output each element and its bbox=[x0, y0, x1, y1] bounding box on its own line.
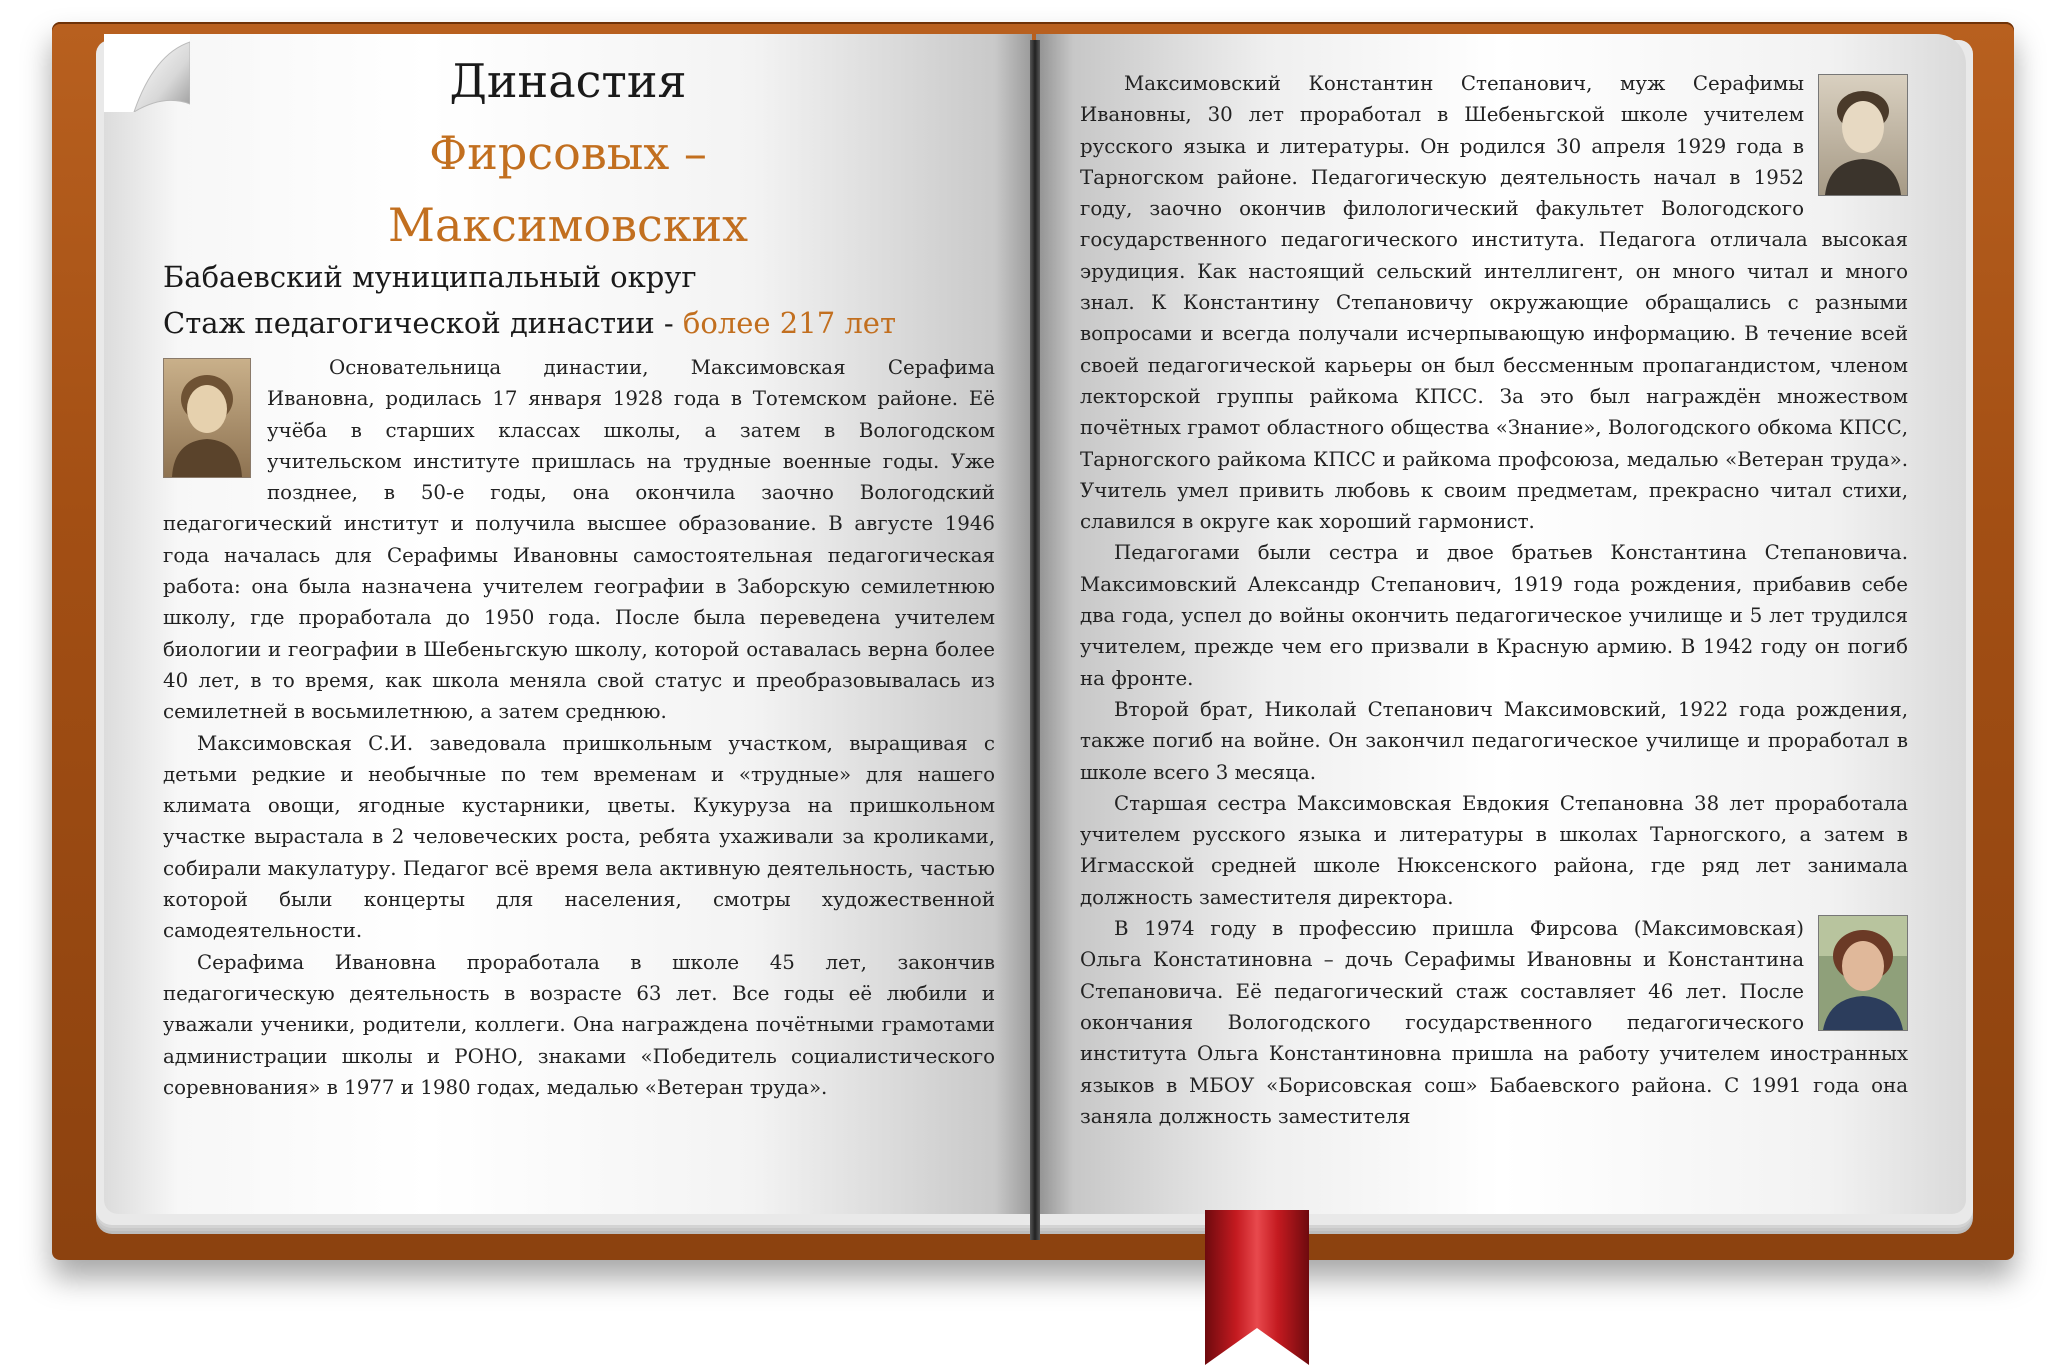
right-page-text bbox=[1080, 68, 1908, 1132]
stage-subtitle bbox=[163, 304, 896, 342]
right-paragraph: Максимовский Константин Степанович, муж Серафимы Ивановны, 30 лет проработал в Шебеньгской школе учителем русского языка и литературы. Он родился 30 апреля 1929 года в Тарногском районе. Педагогическую деятельность начал в 1952 году, заочно окончив филологический факультет Вологодского государственного педагогического института. Педагога отличала высокая эрудиция. Как настоящий сельский интеллигент, он много читал и много знал. К Константину Степановичу окружающие обращались с разными вопросами и всегда получали исчерпывающую информацию. В течение всей своей педагогической карьеры он был бессменным пропагандистом, членом лекторской группы райкома КПСС. За это был награждён множеством почётных грамот областного общества «Знание», Вологодского обкома КПСС, Тарногского райкома КПСС и райкома профсоюза, медалью «Ветеран труда». Учитель умел привить любовь к своим предметам, прекрасно читал стихи, славился в округе как хороший гармонист. bbox=[1080, 72, 1908, 534]
right-paragraph: В 1974 году в профессию пришла Фирсова (Максимовская) Ольга Констатиновна – дочь Серафимы Ивановны и Константина Степановича. Её педагогический стаж составляет 46 лет. После окончания Вологодского государственного педагогического института Ольга Константиновна пришла на работу учителем иностранных языков в МБОУ «Борисовская сош» Бабаевского района. С 1991 года она заняла должность заместителя bbox=[1080, 917, 1908, 1128]
left-paragraph: Основательница династии, Максимовская Серафима Ивановна, родилась 17 января 1928 года в Тотемском районе. Её учёба в старших классах школы, а затем в Вологодском учительском институте пришлась на трудные военные годы. Уже позднее, в 50-е годы, она окончила заочно Вологодский педагогический институт и получила высшее образование. В августе 1946 года началась для Серафимы Ивановны самостоятельная педагогическая работа: она была назначена учителем географии в Заборскую семилетнюю школу, где проработала до 1950 года. После была переведена учителем биологии и географии в Шебеньгскую школу, которой оставалась верна более 40 лет, в то время, как школа меняла свой статус и преобразовывалась из семилетней в восьмилетнюю, а затем среднюю. bbox=[163, 356, 995, 724]
right-paragraph: Педагогами были сестра и двое братьев Константина Степановича. Максимовский Александр Степанович, 1919 года рождения, прибавив себе два года, успел до войны окончить педагогическое училище и 5 лет трудился учителем, прежде чем его призвали в Красную армию. В 1942 году он погиб на фронте. bbox=[1080, 541, 1908, 690]
bookmark-ribbon-icon bbox=[1205, 1210, 1309, 1365]
title-line-3: Максимовских bbox=[387, 198, 749, 252]
right-paragraph: Старшая сестра Максимовская Евдокия Степановна 38 лет проработала учителем русского языка и литературы в школах Тарногского, а затем в Игмасской средней школе Нюксенского района, где ряд лет занимала должность заместителя директора. bbox=[1080, 791, 1908, 909]
stage-value: более 217 лет bbox=[682, 306, 897, 340]
district-subtitle: Бабаевский муниципальный округ bbox=[163, 260, 697, 294]
title-line-1: Династия bbox=[449, 54, 687, 108]
title-line-2: Фирсовых – bbox=[429, 126, 707, 180]
portrait-serafima-photo bbox=[163, 358, 251, 478]
portrait-konstantin-photo bbox=[1818, 74, 1908, 196]
left-paragraph: Максимовская С.И. заведовала пришкольным участком, выращивая с детьми редкие и необычные по тем временам и «трудные» для нашего климата овощи, ягодные кустарники, цветы. Кукуруза на пришкольном участке вырастала в 2 человеческих роста, ребята ухаживали за кроликами, собирали макулатуру. Педагог всё время вела активную деятельность, частью которой были концерты для населения, смотры художественной самодеятельности. bbox=[163, 731, 995, 943]
stage-prefix: Стаж педагогической династии - bbox=[163, 306, 683, 340]
left-page-text bbox=[163, 352, 995, 1103]
right-paragraph: Второй брат, Николай Степанович Максимовский, 1922 года рождения, также погиб на войне. Он закончил педагогическое училище и проработал в школе всего 3 месяца. bbox=[1080, 697, 1908, 784]
portrait-olga-photo bbox=[1818, 915, 1908, 1031]
left-paragraph: Серафима Ивановна проработала в школе 45 лет, закончив педагогическую деятельность в возрасте 63 лет. Все годы её любили и уважали ученики, родители, коллеги. Она награждена почётными грамотами администрации школы и РОНО, знаками «Победитель социалистического соревнования» в 1977 и 1980 годах, медалью «Ветеран труда». bbox=[163, 950, 995, 1099]
